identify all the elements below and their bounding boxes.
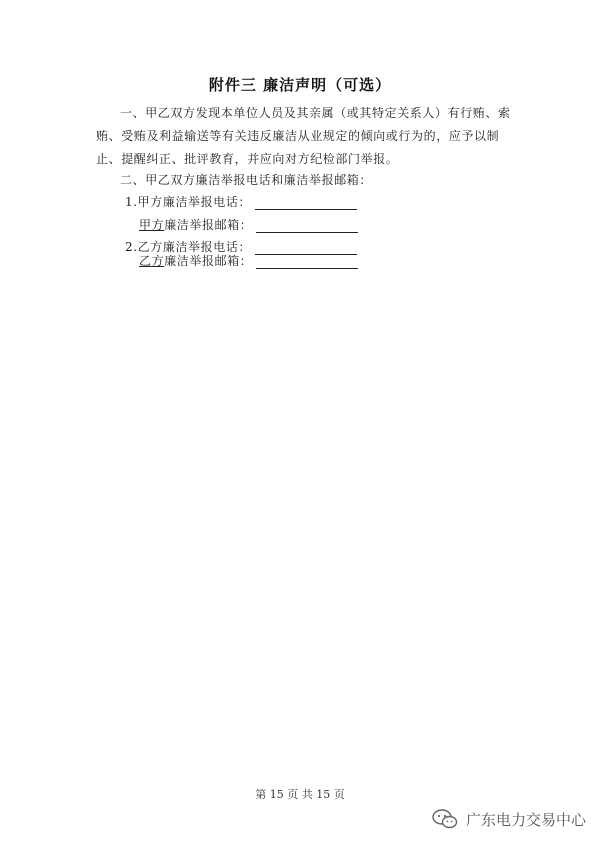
party-b-phone-label: 2.乙方廉洁举报电话： xyxy=(125,240,252,254)
party-b-email-row xyxy=(139,252,358,269)
party-a-phone-label: 1.甲方廉洁举报电话： xyxy=(125,195,252,209)
wechat-icon xyxy=(432,808,458,830)
party-a-email-row xyxy=(139,216,358,233)
party-a-phone-row xyxy=(125,193,357,210)
party-a-phone-blank xyxy=(255,197,357,210)
party-b-email-prefix: 乙方 xyxy=(139,254,165,268)
paragraph-2: 二、甲乙双方廉洁举报电话和廉洁举报邮箱： xyxy=(120,173,373,187)
watermark-text: 广东电力交易中心 xyxy=(466,810,587,829)
party-b-email-label: 廉洁举报邮箱： xyxy=(164,254,253,268)
page-footer: 第 15 页 共 15 页 xyxy=(255,788,345,801)
party-b-email-blank xyxy=(256,256,358,269)
party-a-email-blank xyxy=(256,220,358,233)
paragraph-1 xyxy=(96,102,516,171)
party-a-email-prefix: 甲方 xyxy=(139,218,165,232)
paragraph-1-text: 一、甲乙双方发现本单位人员及其亲属（或其特定关系人）有行贿、索贿、受贿及利益输送等有关违反廉洁从业规定的倾向或行为的，应予以制止、提醒纠正、批评教育，并应向对方纪检部门举报。 xyxy=(96,106,511,166)
party-a-email-label: 廉洁举报邮箱： xyxy=(164,218,253,232)
watermark xyxy=(432,808,586,830)
page-title: 附件三 廉洁声明（可选） xyxy=(208,76,392,94)
